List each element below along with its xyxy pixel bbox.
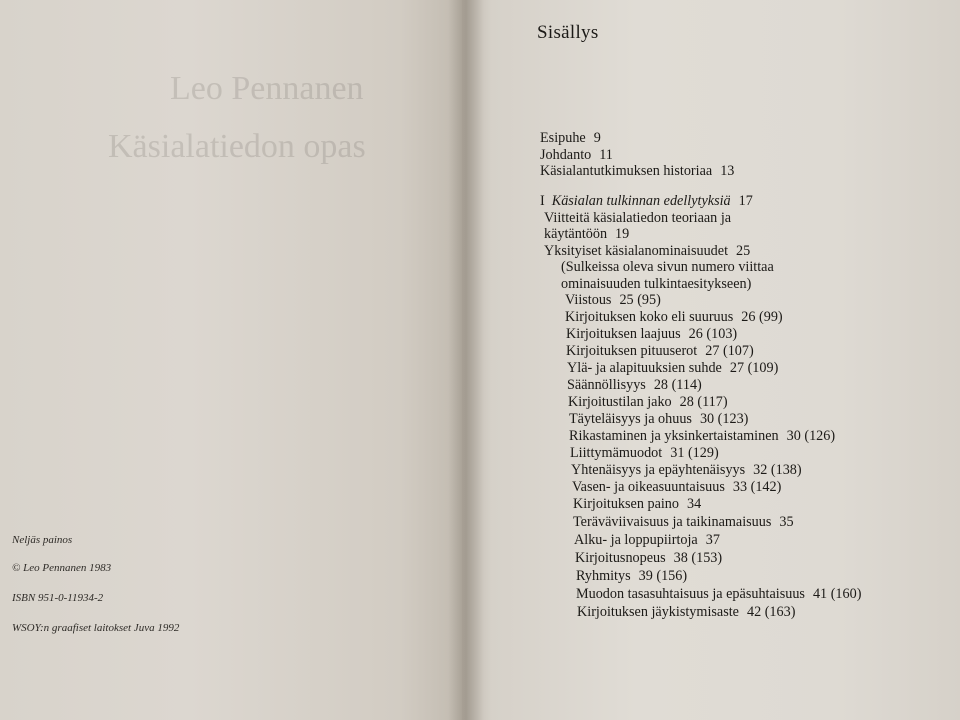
toc-entry xyxy=(567,360,778,376)
toc-entry-text: Kirjoituksen koko eli suuruus xyxy=(565,309,734,325)
toc-entry xyxy=(570,445,719,461)
toc-entry-page: 25 (95) xyxy=(619,292,661,308)
colophon-edition: Neljäs painos xyxy=(12,534,73,546)
toc-entry-page: 25 xyxy=(736,243,751,259)
toc-entry-page: 39 (156) xyxy=(638,568,688,584)
toc-entry xyxy=(540,147,613,163)
toc-entry-page: 37 xyxy=(705,532,720,548)
toc-entry xyxy=(575,550,722,566)
toc-entry-text: Kirjoitustilan jako xyxy=(568,394,672,410)
toc-entry xyxy=(567,377,702,393)
toc-title: Sisällys xyxy=(537,22,599,43)
toc-entry xyxy=(544,243,750,259)
toc-entry xyxy=(540,163,734,179)
toc-entry xyxy=(573,496,701,512)
toc-entry xyxy=(571,462,802,478)
toc-entry-text: Kirjoituksen laajuus xyxy=(566,326,681,342)
toc-entry-text: Kirjoituksen pituuserot xyxy=(566,343,698,359)
toc-entry xyxy=(566,343,754,359)
toc-entry-text: Rikastaminen ja yksinkertaistaminen xyxy=(569,428,779,444)
toc-entry xyxy=(573,514,794,530)
toc-entry-text: Täyteläisyys ja ohuus xyxy=(569,411,692,427)
toc-entry xyxy=(572,479,781,495)
toc-entry xyxy=(568,394,728,410)
toc-entry-page: 17 xyxy=(738,193,753,209)
show-through-author: Leo Pennanen xyxy=(170,70,364,107)
toc-entry xyxy=(565,292,661,308)
toc-entry-text: Viistous xyxy=(565,292,612,308)
toc-entry-text: Ylä- ja alapituuksien suhde xyxy=(567,360,722,376)
toc-entry xyxy=(540,193,753,209)
colophon-printer: WSOY:n graafiset laitokset Juva 1992 xyxy=(12,622,180,634)
toc-entry-page: 34 xyxy=(687,496,702,512)
toc-entry-text: Kirjoitusnopeus xyxy=(575,550,666,566)
toc-entry-page: 27 (109) xyxy=(729,360,779,376)
toc-entry-page: 13 xyxy=(720,163,735,179)
toc-entry xyxy=(544,210,731,226)
toc-entry-text: Vasen- ja oikeasuuntaisuus xyxy=(572,479,725,495)
toc-entry-page: 35 xyxy=(779,514,794,530)
toc-entry-page: 41 (160) xyxy=(812,586,862,602)
toc-entry xyxy=(540,130,601,146)
toc-entry-text: Käsialan tulkinnan edellytyksiä xyxy=(551,193,731,209)
toc-entry-page: 27 (107) xyxy=(705,343,754,359)
toc-entry xyxy=(544,226,629,242)
toc-entry xyxy=(565,309,783,325)
toc-entry-page: 42 (163) xyxy=(746,604,796,620)
toc-entry xyxy=(566,326,737,342)
toc-entry-page: 32 (138) xyxy=(753,462,802,478)
toc-entry-page: 30 (123) xyxy=(699,411,749,427)
toc-entry xyxy=(569,428,835,444)
toc-entry-page: 28 (114) xyxy=(653,377,702,393)
toc-entry xyxy=(577,604,795,620)
toc-entry-page: 28 (117) xyxy=(679,394,728,410)
toc-entry-text: Liittymämuodot xyxy=(570,445,663,461)
toc-entry-page: 31 (129) xyxy=(670,445,719,461)
colophon-isbn: ISBN 951-0-11934-2 xyxy=(12,592,104,604)
toc-entry-text: käytäntöön xyxy=(544,226,608,242)
toc-entry-page: 9 xyxy=(593,130,601,146)
toc-entry-page: 11 xyxy=(599,147,613,163)
toc-entry xyxy=(576,586,861,602)
toc-entry-text: Yksityiset käsialanominaisuudet xyxy=(544,243,729,259)
toc-entry xyxy=(574,532,720,548)
toc-entry xyxy=(561,276,751,292)
toc-entry-page: 26 (99) xyxy=(741,309,783,325)
toc-entry-text: ominaisuuden tulkintaesitykseen) xyxy=(561,276,752,292)
toc-entry-text: Johdanto xyxy=(540,147,592,163)
toc-entry-text: Muodon tasasuhtaisuus ja epäsuhtaisuus xyxy=(576,586,805,602)
toc-entry-text: Säännöllisyys xyxy=(567,377,646,393)
toc-entry-page: 33 (142) xyxy=(732,479,782,495)
toc-entry-page: 38 (153) xyxy=(673,550,723,566)
show-through-title: Käsialatiedon opas xyxy=(108,128,366,165)
toc-entry-text: (Sulkeissa oleva sivun numero viittaa xyxy=(561,259,774,275)
toc-entry-text: Alku- ja loppupiirtoja xyxy=(574,532,698,548)
colophon-copyright: © Leo Pennanen 1983 xyxy=(12,562,112,574)
toc-entry-text: Kirjoituksen paino xyxy=(573,496,679,512)
toc-entry-text: Ryhmitys xyxy=(576,568,631,584)
toc-entry-numeral: I xyxy=(540,193,545,209)
toc-entry-page: 30 (126) xyxy=(786,428,836,444)
toc-entry-text: Yhtenäisyys ja epäyhtenäisyys xyxy=(571,462,746,478)
toc-entry-page: 26 (103) xyxy=(688,326,738,342)
toc-entry-page: 19 xyxy=(615,226,630,242)
toc-entry xyxy=(569,411,748,427)
toc-entry-text: Käsialantutkimuksen historiaa xyxy=(540,163,713,179)
toc-entry xyxy=(576,568,687,584)
toc-entry-text: Esipuhe xyxy=(540,130,586,146)
toc-entry xyxy=(561,259,774,275)
toc-entry-text: Teräväviivaisuus ja taikinamaisuus xyxy=(573,514,772,530)
toc-entry-text: Viitteitä käsialatiedon teoriaan ja xyxy=(544,210,732,226)
toc-entry-text: Kirjoituksen jäykistymisaste xyxy=(577,604,739,620)
